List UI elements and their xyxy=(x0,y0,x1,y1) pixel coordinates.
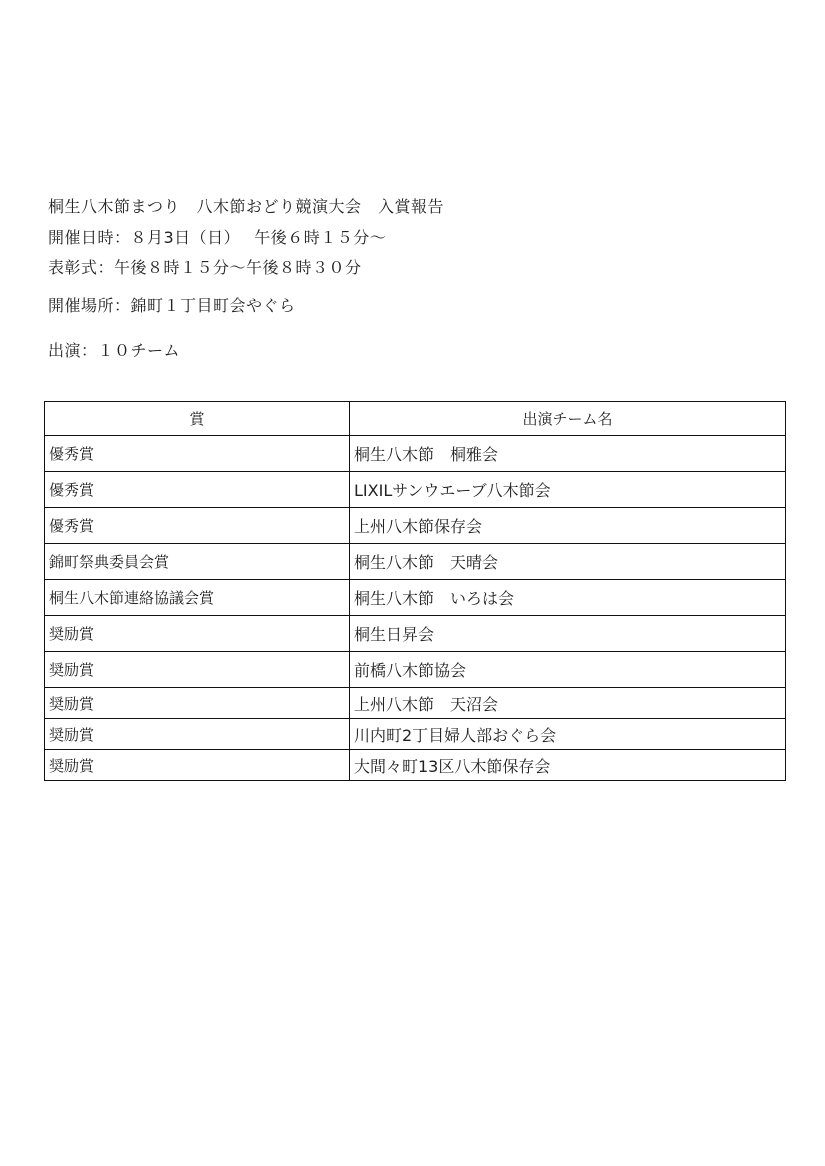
team-cell: 桐生日昇会 xyxy=(350,616,786,652)
award-cell: 桐生八木節連絡協議会賞 xyxy=(45,580,350,616)
table-row xyxy=(45,750,786,781)
ceremony-time: 表彰式：午後８時１５分〜午後８時３０分 xyxy=(48,258,362,277)
award-cell: 優秀賞 xyxy=(45,472,350,508)
award-cell: 優秀賞 xyxy=(45,436,350,472)
table-row xyxy=(45,652,786,688)
team-cell: 桐生八木節 桐雅会 xyxy=(350,436,786,472)
table-row xyxy=(45,508,786,544)
team-cell: 川内町2丁目婦人部おぐら会 xyxy=(350,719,786,750)
award-column-header: 賞 xyxy=(45,402,350,436)
event-date: 開催日時：８月3日（日） 午後６時１５分〜 xyxy=(48,228,387,247)
team-cell: 上州八木節 天沼会 xyxy=(350,688,786,719)
table-header-row xyxy=(45,402,786,436)
report-title: 桐生八木節まつり 八木節おどり競演大会 入賞報告 xyxy=(48,197,445,216)
table-row xyxy=(45,580,786,616)
team-cell: 前橋八木節協会 xyxy=(350,652,786,688)
table-row xyxy=(45,472,786,508)
award-cell: 奨励賞 xyxy=(45,652,350,688)
table-row xyxy=(45,436,786,472)
team-cell: 上州八木節保存会 xyxy=(350,508,786,544)
award-cell: 奨励賞 xyxy=(45,688,350,719)
award-cell: 優秀賞 xyxy=(45,508,350,544)
table-row xyxy=(45,719,786,750)
team-cell: 桐生八木節 いろは会 xyxy=(350,580,786,616)
awards-table xyxy=(44,401,786,781)
table-row xyxy=(45,544,786,580)
team-cell: LIXILサンウエーブ八木節会 xyxy=(350,472,786,508)
table-row xyxy=(45,688,786,719)
award-cell: 錦町祭典委員会賞 xyxy=(45,544,350,580)
event-venue: 開催場所：錦町１丁目町会やぐら xyxy=(48,296,296,315)
participant-count: 出演：１０チーム xyxy=(48,341,181,360)
award-cell: 奨励賞 xyxy=(45,750,350,781)
award-cell: 奨励賞 xyxy=(45,616,350,652)
award-cell: 奨励賞 xyxy=(45,719,350,750)
table-row xyxy=(45,616,786,652)
team-cell: 大間々町13区八木節保存会 xyxy=(350,750,786,781)
team-column-header: 出演チーム名 xyxy=(350,402,786,436)
team-cell: 桐生八木節 天晴会 xyxy=(350,544,786,580)
